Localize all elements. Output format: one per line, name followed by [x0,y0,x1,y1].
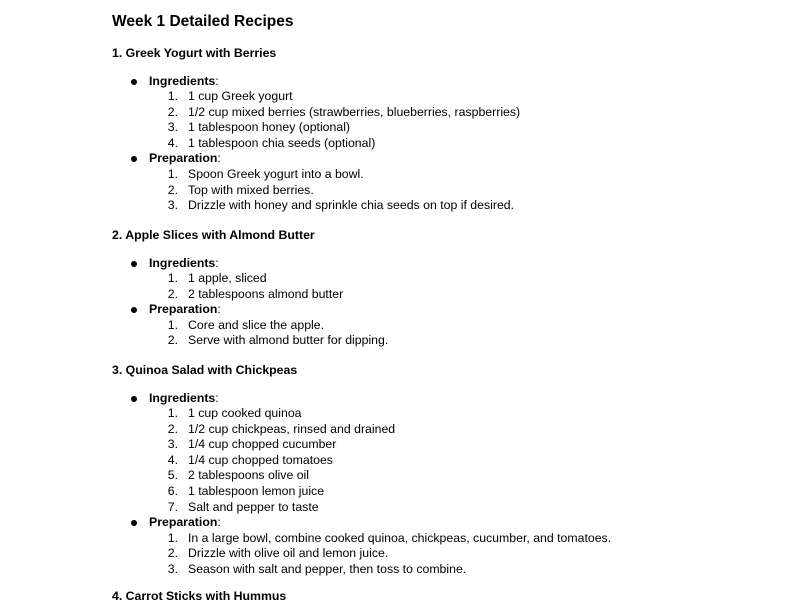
bullet-icon [131,396,137,402]
ingredients-item-text: 1 cup Greek yogurt [188,89,293,104]
preparation-item [112,167,782,183]
ingredients-item-text: 1 tablespoon lemon juice [188,484,325,499]
item-number: 1. [167,167,178,182]
item-number: 2. [167,421,178,436]
item-number: 2. [167,546,178,561]
preparation-item-text: Drizzle with honey and sprinkle chia seeds on top if desired. [188,198,515,213]
ingredients-item-text: 1 tablespoon chia seeds (optional) [188,135,376,150]
ingredients-item-text: 1 tablespoon honey (optional) [188,120,351,135]
preparation-item [112,546,782,562]
ingredients-label-wrap [149,256,219,272]
item-number: 1. [167,271,178,286]
item-number: 4. [167,135,178,150]
preparation-label-wrap [149,515,221,531]
item-number: 3. [167,562,178,577]
ingredients-item-text: 1/4 cup chopped cucumber [188,437,337,452]
preparation-item-text: Season with salt and pepper, then toss to combine. [188,562,467,577]
item-number: 2. [167,104,178,119]
ingredients-label: Ingredients [149,255,216,270]
ingredients-item [112,422,782,438]
item-number: 1. [167,530,178,545]
preparation-item [112,333,782,349]
preparation-item-text: Core and slice the apple. [188,317,325,332]
preparation-label: Preparation [149,151,218,166]
item-number: 5. [167,468,178,483]
ingredients-item [112,468,782,484]
item-number: 3. [167,437,178,452]
preparation-item-text: In a large bowl, combine cooked quinoa, chickpeas, cucumber, and tomatoes. [188,530,612,545]
item-number: 4. [167,452,178,467]
preparation-item [112,531,782,547]
recipe-section [112,588,782,604]
label-colon: : [217,515,221,530]
preparation-label: Preparation [149,302,218,317]
preparation-label: Preparation [149,515,218,530]
ingredients-item [112,500,782,516]
ingredients-item [112,89,782,105]
ingredients-item [112,120,782,136]
item-number: 2. [167,286,178,301]
preparation-heading [112,151,782,167]
ingredients-item [112,484,782,500]
preparation-heading [112,302,782,318]
preparation-item-text: Serve with almond butter for dipping. [188,333,389,348]
label-colon: : [217,302,221,317]
preparation-label-wrap [149,302,221,318]
ingredients-item [112,453,782,469]
ingredients-label-wrap [149,391,219,407]
label-colon: : [215,255,219,270]
item-number: 1. [167,317,178,332]
item-number: 2. [167,182,178,197]
ingredients-item-text: 1/2 cup chickpeas, rinsed and drained [188,421,396,436]
ingredients-item [112,271,782,287]
preparation-item [112,318,782,334]
item-number: 1. [167,406,178,421]
bullet-icon [131,307,137,313]
bullet-icon [131,156,137,162]
ingredients-item-text: 2 tablespoons almond butter [188,286,344,301]
ingredients-item-text: 2 tablespoons olive oil [188,468,309,483]
ingredients-item [112,406,782,422]
item-number: 3. [167,198,178,213]
preparation-item [112,183,782,199]
item-number: 2. [167,333,178,348]
label-colon: : [215,390,219,405]
preparation-item [112,562,782,578]
bullet-icon [131,520,137,526]
item-number: 7. [167,499,178,514]
ingredients-heading [112,256,782,272]
preparation-item-text: Drizzle with olive oil and lemon juice. [188,546,389,561]
ingredients-heading [112,74,782,90]
preparation-heading [112,515,782,531]
ingredients-item-text: 1 cup cooked quinoa [188,406,302,421]
ingredients-item [112,136,782,152]
preparation-item-text: Spoon Greek yogurt into a bowl. [188,167,364,182]
item-number: 3. [167,120,178,135]
ingredients-label: Ingredients [149,73,216,88]
label-colon: : [215,73,219,88]
ingredients-item [112,105,782,121]
ingredients-item [112,437,782,453]
recipe-section [112,45,782,214]
bullet-icon [131,79,137,85]
item-number: 6. [167,484,178,499]
preparation-item-text: Top with mixed berries. [188,182,314,197]
recipe-title: 1. Greek Yogurt with Berries [112,46,277,60]
ingredients-label-wrap [149,74,219,90]
recipe-title: 4. Carrot Sticks with Hummus [112,589,287,603]
ingredients-label: Ingredients [149,390,216,405]
ingredients-item-text: Salt and pepper to taste [188,499,319,514]
ingredients-item-text: 1 apple, sliced [188,271,267,286]
preparation-label-wrap [149,151,221,167]
ingredients-item [112,287,782,303]
preparation-item [112,198,782,214]
label-colon: : [217,151,221,166]
recipe-title: 2. Apple Slices with Almond Butter [112,228,315,242]
ingredients-heading [112,391,782,407]
bullet-icon [131,261,137,267]
recipe-section [112,227,782,349]
page-title: Week 1 Detailed Recipes [112,13,294,30]
ingredients-item-text: 1/2 cup mixed berries (strawberries, blueberries, raspberries) [188,104,521,119]
recipe-section [112,362,782,578]
item-number: 1. [167,89,178,104]
recipe-title: 3. Quinoa Salad with Chickpeas [112,363,298,377]
ingredients-item-text: 1/4 cup chopped tomatoes [188,452,333,467]
